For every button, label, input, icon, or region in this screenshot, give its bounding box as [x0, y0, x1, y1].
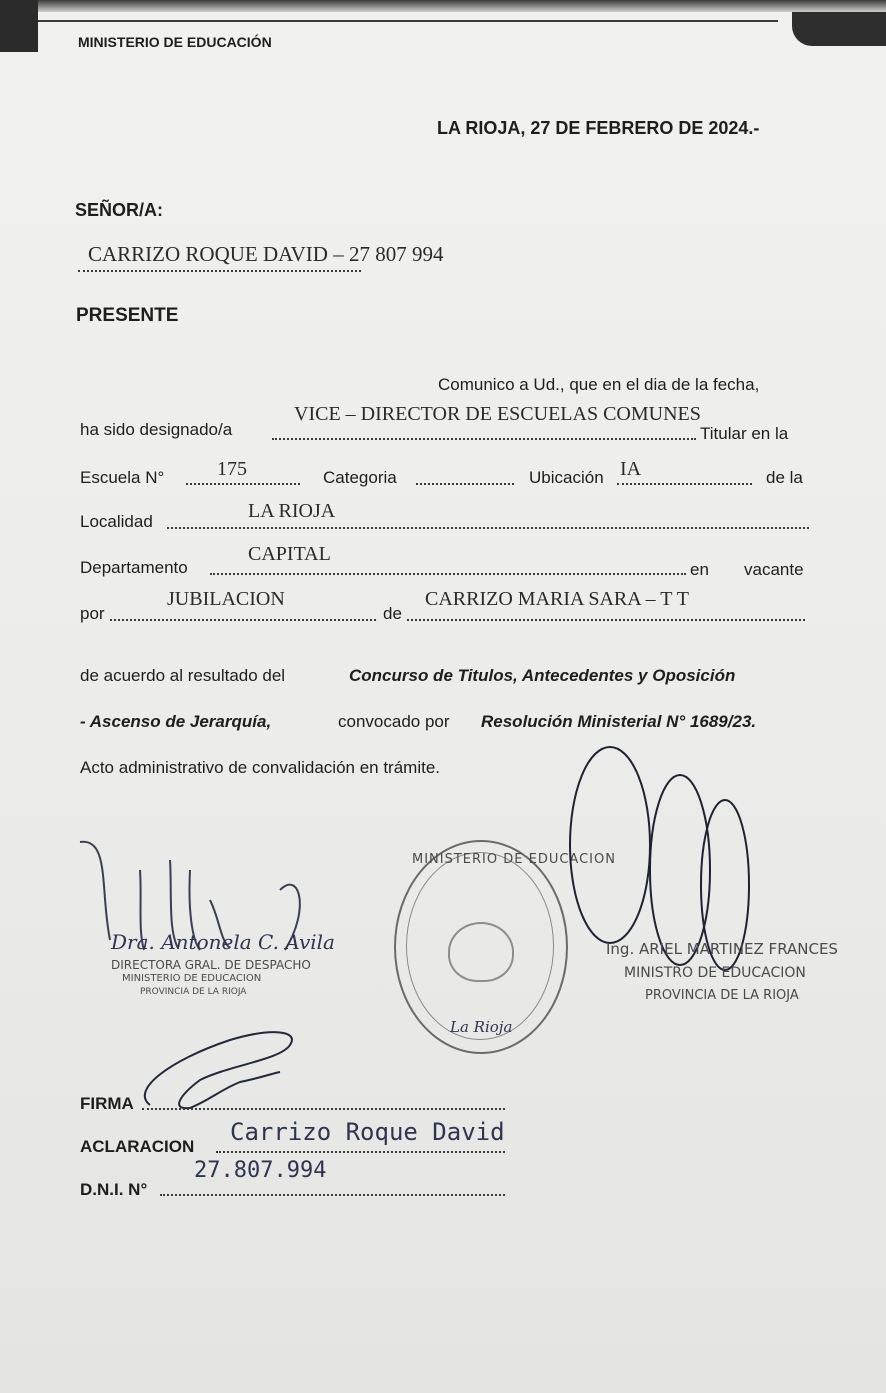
concurso-title: Concurso de Titulos, Antecedentes y Oposición	[349, 666, 736, 685]
cargo-dotted-line	[272, 438, 696, 440]
ubicacion-label: Ubicación	[529, 468, 604, 487]
en-label: en	[690, 560, 709, 579]
categoria-label: Categoria	[323, 468, 397, 487]
aclaracion-value: Carrizo Roque David	[230, 1118, 505, 1146]
addressee-dotted-line	[78, 270, 361, 272]
left-signatory-name: Dra. Antonela C. Avila	[111, 930, 335, 954]
de-label: de	[383, 604, 402, 623]
de-la-label: de la	[766, 468, 803, 487]
convocado-text: convocado por	[338, 712, 450, 731]
designado-label: ha sido designado/a	[80, 420, 233, 439]
header-rule	[38, 20, 778, 22]
left-signatory-title-3: PROVINCIA DE LA RIOJA	[140, 987, 247, 997]
top-edge-shadow	[0, 0, 886, 12]
localidad-dotted-line	[167, 527, 809, 529]
aclaracion-dotted-line	[216, 1151, 505, 1153]
vacante-label: vacante	[744, 560, 804, 579]
ascenso-text: - Ascenso de Jerarquía,	[80, 712, 272, 731]
departamento-label: Departamento	[80, 558, 188, 577]
ubicacion-value: IA	[620, 458, 642, 480]
salutation: SEÑOR/A:	[75, 200, 164, 220]
por-label: por	[80, 604, 105, 623]
concurso-line-start: de acuerdo al resultado del	[80, 666, 286, 685]
escuela-number: 175	[217, 458, 247, 480]
recipient-signature-scribble	[110, 1020, 320, 1120]
intro-text: Comunico a Ud., que en el dia de la fecha,	[438, 375, 760, 394]
left-signatory-title-1: DIRECTORA GRAL. DE DESPACHO	[111, 958, 311, 972]
localidad-value: LA RIOJA	[248, 500, 336, 522]
seal-emblem	[448, 922, 514, 982]
dni-value: 27.807.994	[194, 1158, 327, 1183]
seal-bottom-text: La Rioja	[450, 1018, 513, 1036]
right-signatory-title-1: MINISTRO DE EDUCACION	[624, 965, 806, 981]
firma-label: FIRMA	[80, 1094, 134, 1113]
seal-top-text: MINISTERIO DE EDUCACION	[412, 852, 616, 867]
ubicacion-dotted-line	[617, 483, 752, 485]
left-signatory-title-2: MINISTERIO DE EDUCACION	[122, 973, 262, 984]
categoria-dotted-line	[416, 483, 514, 485]
localidad-label: Localidad	[80, 512, 153, 531]
firma-dotted-line	[142, 1108, 505, 1110]
departamento-value: CAPITAL	[248, 543, 331, 565]
left-corner-mark	[0, 0, 38, 52]
escuela-dotted-line	[186, 483, 300, 485]
right-corner-mark	[792, 12, 886, 46]
right-signatory-title-2: PROVINCIA DE LA RIOJA	[645, 988, 799, 1003]
dni-dotted-line	[160, 1194, 505, 1196]
anterior-dotted-line	[407, 619, 805, 621]
cargo-value: VICE – DIRECTOR DE ESCUELAS COMUNES	[294, 403, 701, 425]
aclaracion-label: ACLARACION	[80, 1137, 195, 1156]
ministry-header: MINISTERIO DE EDUCACIÓN	[78, 34, 272, 50]
dni-label: D.N.I. N°	[80, 1180, 148, 1199]
motivo-dotted-line	[110, 619, 376, 621]
addressee-name: CARRIZO ROQUE DAVID – 27 807 994	[88, 242, 444, 266]
presente-label: PRESENTE	[76, 305, 179, 326]
anterior-value: CARRIZO MARIA SARA – T T	[425, 588, 689, 610]
motivo-value: JUBILACION	[167, 588, 285, 610]
escuela-label: Escuela N°	[80, 468, 165, 487]
departamento-dotted-line	[210, 573, 686, 575]
resolucion-text: Resolución Ministerial N° 1689/23.	[481, 712, 757, 731]
date-line: LA RIOJA, 27 DE FEBRERO DE 2024.-	[437, 118, 760, 138]
right-signatory-name: Ing. ARIEL MARTINEZ FRANCES	[606, 940, 838, 958]
titular-label: Titular en la	[700, 424, 789, 443]
acto-administrativo-text: Acto administrativo de convalidación en trámite.	[80, 758, 441, 777]
